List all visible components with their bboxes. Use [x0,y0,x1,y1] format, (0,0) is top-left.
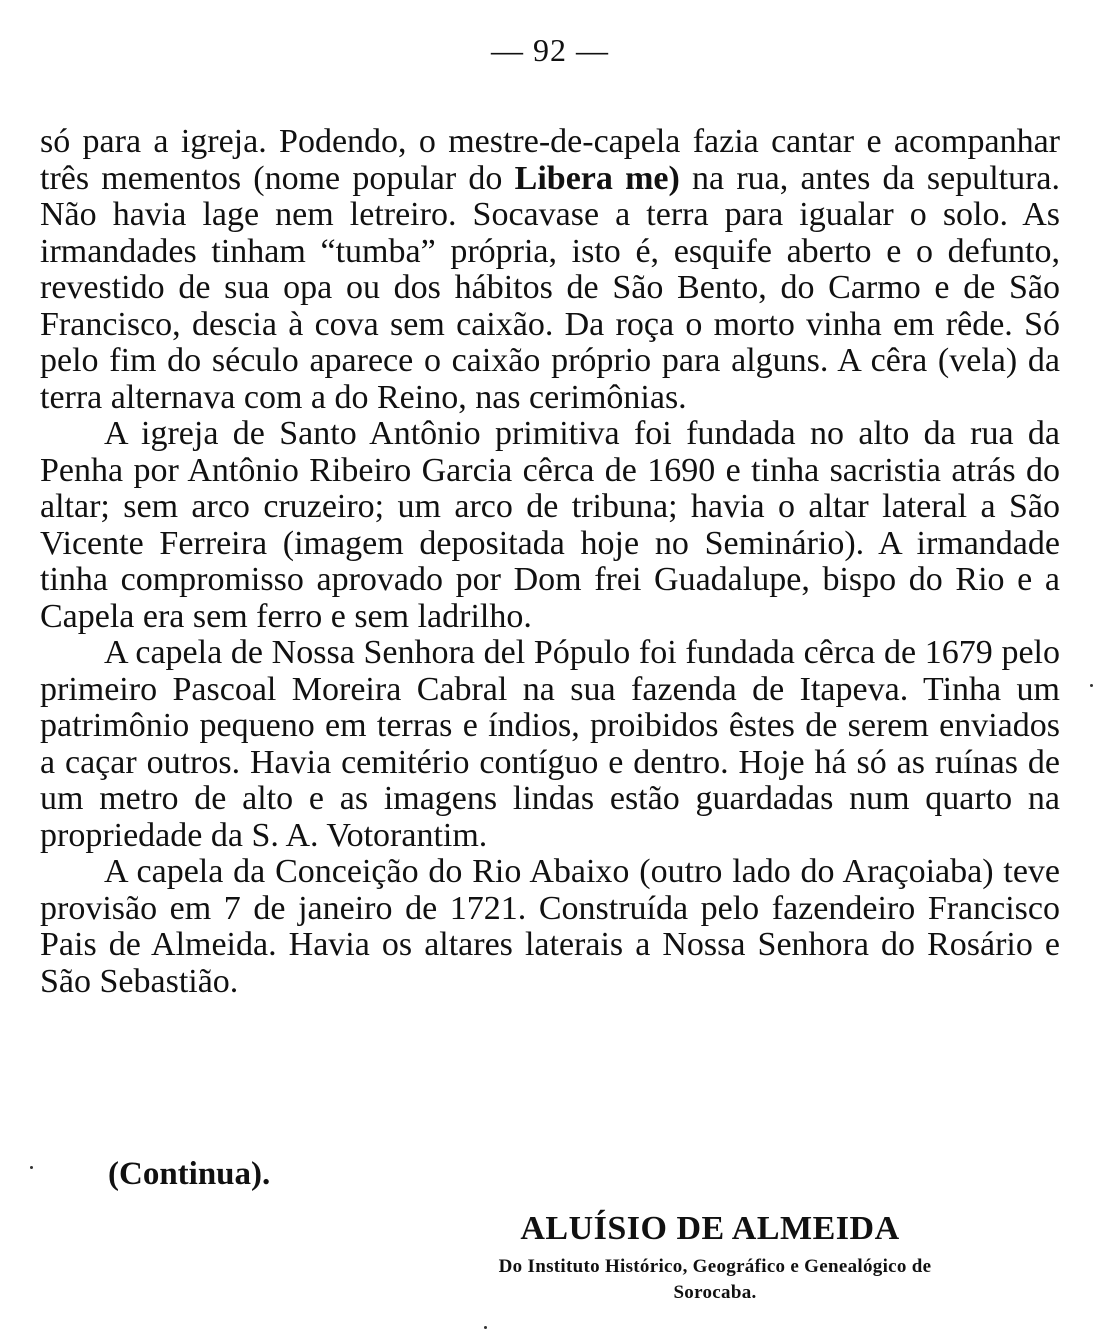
scan-speck [484,1326,487,1329]
continua-note: (Continua). [108,1156,271,1192]
paragraph-4: A capela da Conceição do Rio Abaixo (outro lado do Araçoiaba) teve provisão em 7 de janeiro de 1721. Construída pelo fazendeiro Francisco Pais de Almeida. Havia os altares laterais a Nossa Senhora do Rosário e São Sebastião. [40,853,1060,1000]
scan-speck [30,1166,33,1169]
author-name: ALUÍSIO DE ALMEIDA [520,1210,900,1247]
article-body [40,124,1060,1000]
affiliation-line-2: Sorocaba. [673,1282,757,1303]
paragraph-1 [40,124,1060,416]
scan-speck [1090,684,1093,687]
affiliation-line-1: Do Instituto Histórico, Geográfico e Genealógico de [498,1256,932,1277]
paragraph-2: A igreja de Santo Antônio primitiva foi fundada no alto da rua da Penha por Antônio Ribeiro Garcia cêrca de 1690 e tinha sacristia atrás do altar; sem arco cruzeiro; um arco de tribuna; havia o altar lateral a São Vicente Ferreira (imagem depositada hoje no Seminário). A irmandade tinha compromisso aprovado por Dom frei Guadalupe, bispo do Rio e a Capela era sem ferro e sem ladrilho. [40,415,1060,635]
paragraph-3: A capela de Nossa Senhora del Pópulo foi fundada cêrca de 1679 pelo primeiro Pascoal Moreira Cabral na sua fazenda de Itapeva. Tinha um patrimônio pequeno em terras e índios, proibidos êstes de serem enviados a caçar outros. Havia cemitério contíguo e dentro. Hoje há só as ruínas de um metro de alto e as imagens lindas estão guardadas num quarto na propriedade da S. A. Votorantim. [40,634,1060,854]
paragraph-1-bold-term: Libera me) [514,159,680,197]
author-affiliation [395,1254,1035,1306]
page-number: — 92 — [491,32,609,68]
paragraph-1-text-b: na rua, antes da sepultura. Não havia lage nem letreiro. Socavase a terra para igualar o solo. As irmandades tinham “tumba” própria, isto é, esquife aberto e o defunto, revestido de sua opa ou dos hábitos de São Bento, do Carmo e de São Francisco, descia à cova sem caixão. Da roça o morto vinha em rêde. Só pelo fim do século aparece o caixão próprio para alguns. A cêra (vela) da terra alternava com a do Reino, nas cerimônias. [40,159,1060,416]
paragraph-1-text-a: só para a igreja. Podendo, o mestre-de-capela fazia cantar e acompanhar três mementos (nome popular do [40,123,1060,197]
